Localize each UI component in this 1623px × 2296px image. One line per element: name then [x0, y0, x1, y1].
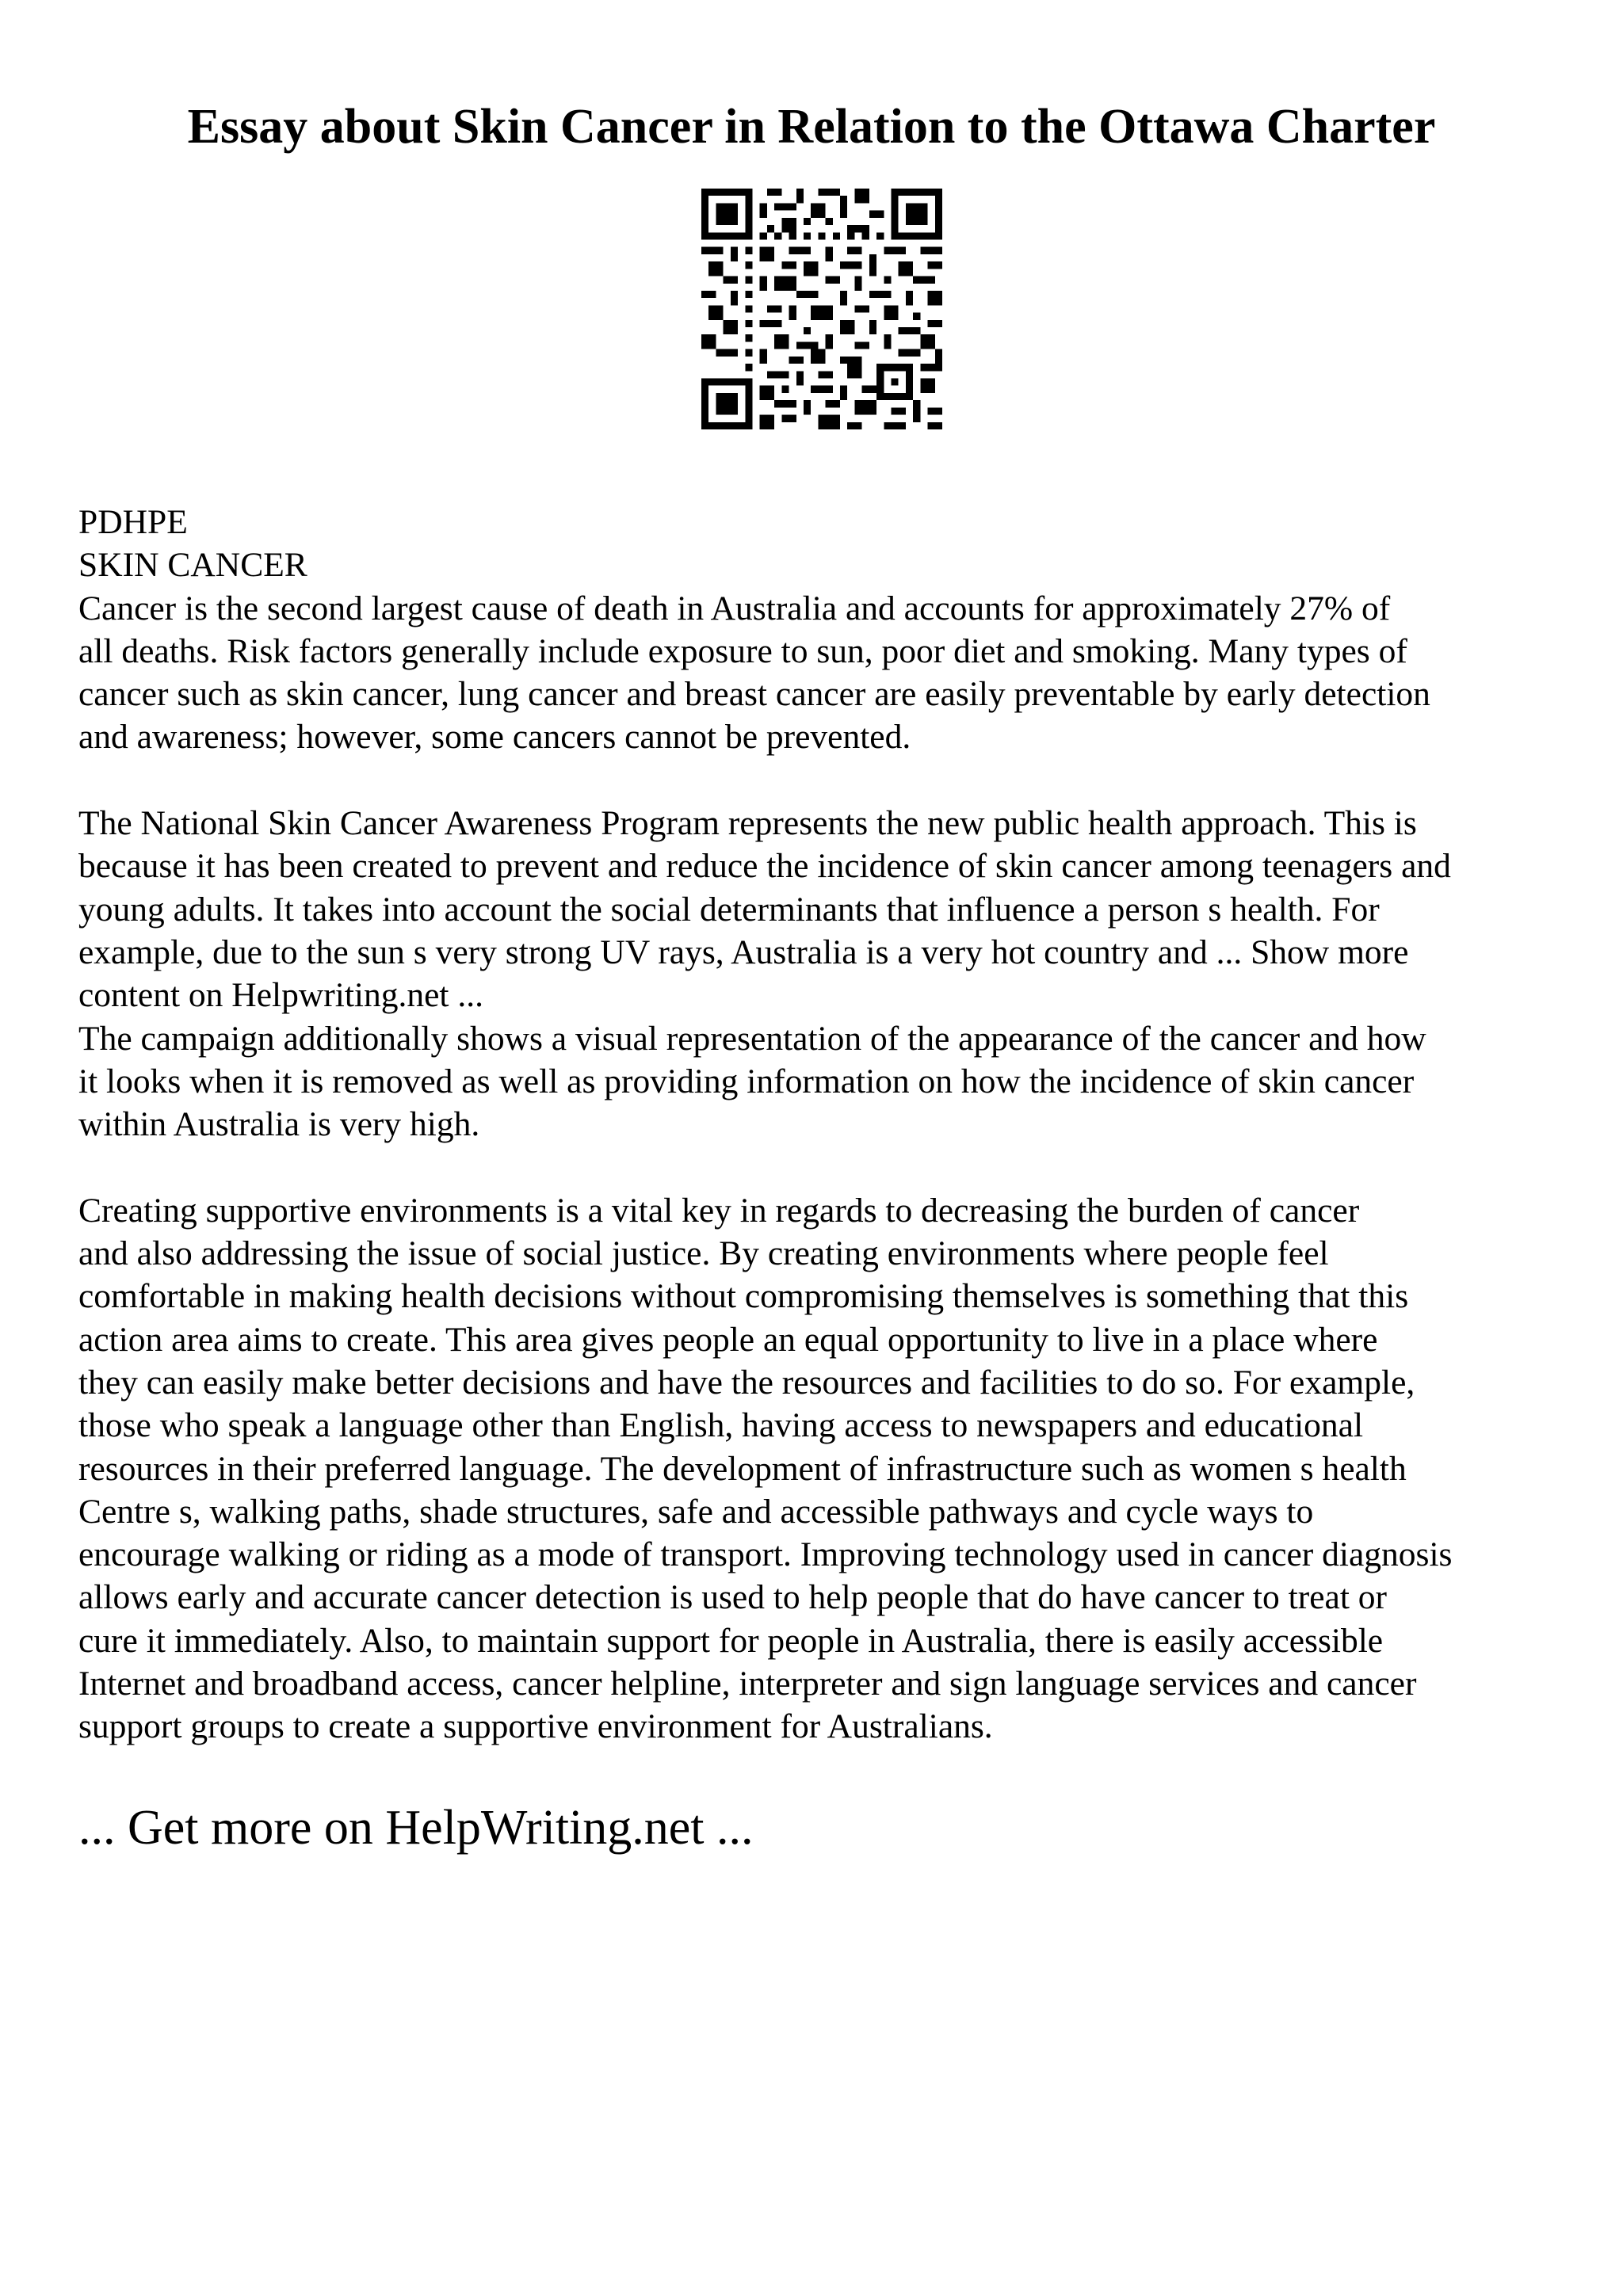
paragraph-line: action area aims to create. This area gives people an equal opportunity to live in a place where	[78, 1320, 1378, 1359]
paragraph-line: resources in their preferred language. The development of infrastructure such as women s health	[78, 1449, 1407, 1488]
essay-body	[78, 501, 1568, 1749]
qr-code-icon	[701, 189, 942, 429]
paragraph-line: cancer such as skin cancer, lung cancer and breast cancer are easily preventable by early detection	[78, 675, 1430, 714]
paragraph-line: because it has been created to prevent and reduce the incidence of skin cancer among teenagers and	[78, 847, 1451, 886]
paragraph-1	[78, 587, 1568, 759]
paragraph-line: they can easily make better decisions and have the resources and facilities to do so. For example,	[78, 1363, 1415, 1402]
paragraph-4	[78, 1189, 1568, 1749]
paragraph-line: comfortable in making health decisions without compromising themselves is something that this	[78, 1277, 1409, 1316]
paragraph-line: content on Helpwriting.net ...	[78, 976, 484, 1015]
paragraph-line: The campaign additionally shows a visual representation of the appearance of the cancer and how	[78, 1019, 1426, 1058]
paragraph-line: allows early and accurate cancer detection is used to help people that do have cancer to treat or	[78, 1578, 1388, 1617]
paragraph-line: all deaths. Risk factors generally include exposure to sun, poor diet and smoking. Many types of	[78, 631, 1407, 670]
paragraph-gap	[78, 1146, 1568, 1188]
qr-code-graphic	[701, 189, 942, 429]
paragraph-line: Internet and broadband access, cancer helpline, interpreter and sign language services and cancer	[78, 1665, 1417, 1703]
paragraph-line: within Australia is very high.	[78, 1105, 480, 1144]
paragraph-line: Cancer is the second largest cause of death in Australia and accounts for approximately 27% of	[78, 589, 1391, 627]
paragraph-line: young adults. It takes into account the social determinants that influence a person s health. For	[78, 890, 1380, 929]
paragraph-line: The National Skin Cancer Awareness Program represents the new public health approach. This is	[78, 804, 1417, 843]
paragraph-line: example, due to the sun s very strong UV rays, Australia is a very hot country and ... Show more	[78, 933, 1409, 971]
paragraph-line: Centre s, walking paths, shade structures, safe and accessible pathways and cycle ways to	[78, 1492, 1314, 1531]
paragraph-line: Creating supportive environments is a vital key in regards to decreasing the burden of cancer	[78, 1191, 1360, 1230]
get-more-link[interactable]: ... Get more on HelpWriting.net ...	[78, 1801, 754, 1855]
paragraph-line: and awareness; however, some cancers cannot be prevented.	[78, 718, 911, 757]
paragraph-2	[78, 802, 1568, 1016]
paragraph-line: it looks when it is removed as well as providing information on how the incidence of skin cancer	[78, 1062, 1415, 1100]
paragraph-line: encourage walking or riding as a mode of transport. Improving technology used in cancer diagnosis	[78, 1535, 1453, 1574]
paragraph-3	[78, 1017, 1568, 1146]
section-heading: SKIN CANCER	[78, 546, 307, 585]
paragraph-line: cure it immediately. Also, to maintain support for people in Australia, there is easily accessible	[78, 1621, 1384, 1660]
document-title: Essay about Skin Cancer in Relation to the Ottawa Charter	[187, 100, 1436, 154]
subject-label: PDHPE	[78, 503, 188, 541]
paragraph-gap	[78, 759, 1568, 802]
paragraph-line: those who speak a language other than English, having access to newspapers and educational	[78, 1406, 1364, 1445]
paragraph-line: support groups to create a supportive environment for Australians.	[78, 1707, 993, 1746]
paragraph-line: and also addressing the issue of social justice. By creating environments where people feel	[78, 1234, 1329, 1273]
